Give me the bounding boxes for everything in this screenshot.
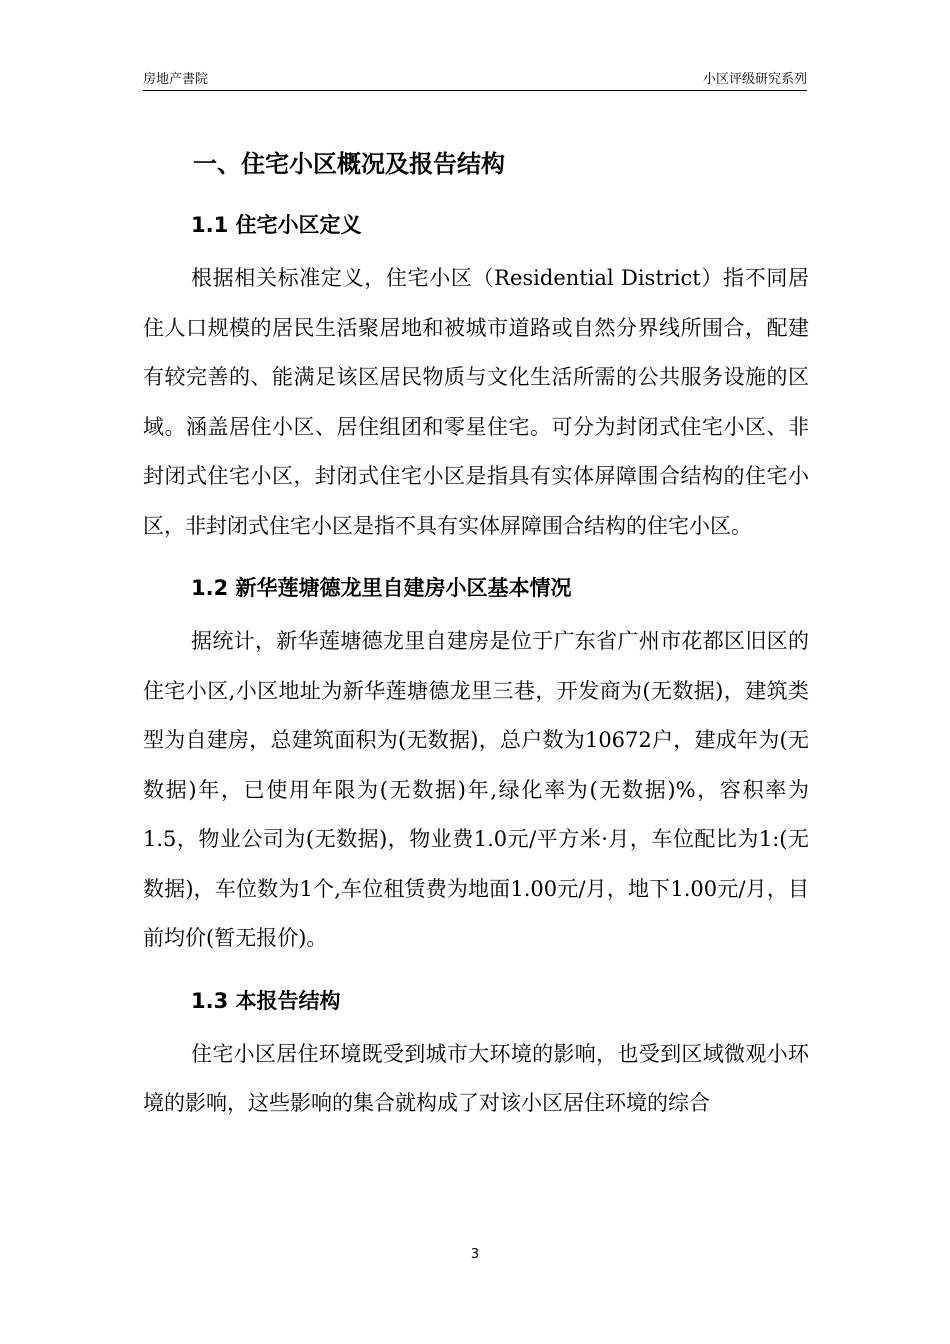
running-header	[143, 66, 807, 91]
section-paragraph-1-1: 根据相关标准定义，住宅小区（Residential District）指不同居住人口规模的居民生活聚居地和被城市道路或自然分界线所围合，配建有较完善的、能满足该区居民物质与文化生活所需的公共服务设施的区域。涵盖居住小区、居住组团和零星住宅。可分为封闭式住宅小区、非封闭式住宅小区，封闭式住宅小区是指具有实体屏障围合结构的住宅小区，非封闭式住宅小区是指不具有实体屏障围合结构的住宅小区。	[143, 266, 809, 538]
section-heading-1-3: 1.3 本报告结构	[191, 988, 341, 1013]
section-paragraph-1-2: 据统计，新华莲塘德龙里自建房是位于广东省广州市花都区旧区的住宅小区,小区地址为新华莲塘德龙里三巷，开发商为(无数据)，建筑类型为自建房，总建筑面积为(无数据)，总户数为10672户，建成年为(无数据)年，已使用年限为(无数据)年,绿化率为(无数据)%，容积率为1.5，物业公司为(无数据)，物业费1.0元/平方米·月，车位配比为1:(无数据)，车位数为1个,车位租赁费为地面1.00元/月，地下1.00元/月，目前均价(暂无报价)。	[143, 629, 809, 950]
section-paragraph-1-3: 住宅小区居住环境既受到城市大环境的影响，也受到区域微观小环境的影响，这些影响的集合就构成了对该小区居住环境的综合	[143, 1041, 809, 1115]
header-series: 小区评级研究系列	[702, 72, 807, 87]
chapter-title: 一、住宅小区概况及报告结构	[193, 150, 505, 178]
page-number: 3	[470, 1247, 480, 1262]
section-heading-1-2: 1.2 新华莲塘德龙里自建房小区基本情况	[191, 576, 572, 600]
section-heading-1-1: 1.1 住宅小区定义	[191, 213, 362, 237]
document-body	[143, 140, 809, 1129]
header-publisher: 房地产書院	[143, 72, 209, 87]
